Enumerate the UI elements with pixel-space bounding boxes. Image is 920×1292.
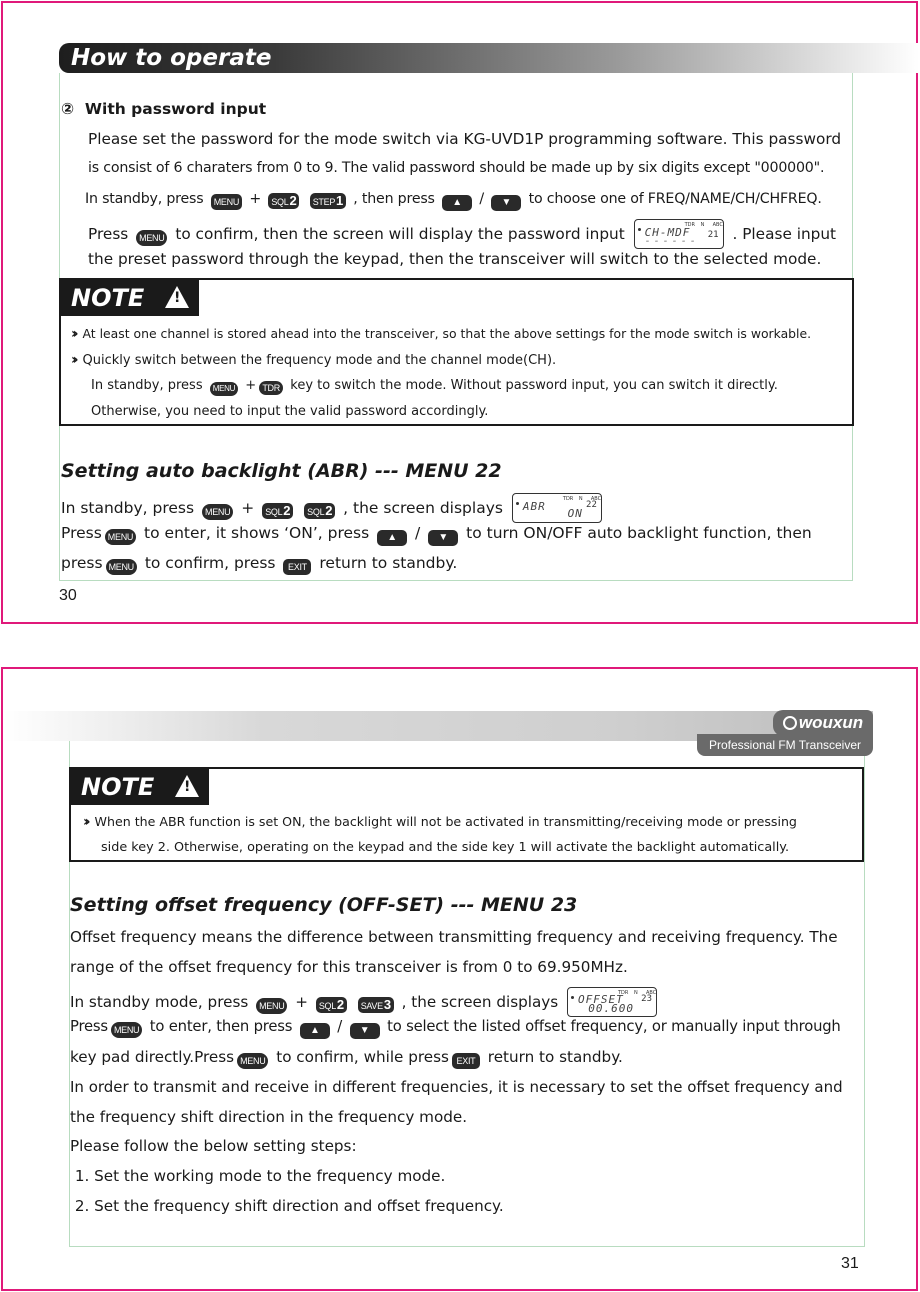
text-fragment: key to switch the mode. Without password input, you can switch it directly.	[290, 378, 778, 393]
up-arrow-key-icon: ▲	[377, 530, 407, 546]
abr-line-3	[61, 553, 457, 575]
brand-logo	[773, 710, 873, 736]
text-fragment: , the screen displays	[343, 499, 503, 517]
text-fragment: Press	[88, 225, 129, 243]
lcd-dashes: ------	[644, 236, 699, 247]
note-label	[71, 769, 209, 805]
note-label-text: NOTE	[71, 284, 145, 312]
note-line-2	[71, 351, 556, 370]
offset-press-line	[70, 1017, 841, 1039]
menu-key-icon: MENU	[136, 230, 167, 246]
note-label-text: NOTE	[81, 773, 155, 801]
key-label: SAVE	[360, 1001, 383, 1011]
password-line-3	[85, 189, 822, 211]
text-fragment: When the ABR function is set ON, the backlight will not be activated in transmitting/receiving mode or pressing	[94, 814, 797, 829]
sql-2-key-icon	[316, 997, 347, 1013]
lcd-dot	[638, 228, 641, 231]
chevron-bullet-icon: ››	[71, 326, 75, 342]
plus-sign: +	[249, 191, 262, 207]
lcd-tag: TDR	[618, 990, 629, 996]
chevron-bullet-icon: ››	[71, 352, 75, 368]
step-1-key-icon	[310, 193, 346, 209]
lcd-dot	[516, 502, 519, 505]
warning-icon	[165, 286, 189, 308]
exit-key-icon: EXIT	[283, 559, 311, 575]
text-fragment: to confirm, while press	[276, 1048, 449, 1066]
brand-badge	[697, 710, 873, 756]
page-number: 30	[59, 587, 77, 604]
text-fragment: to choose one of FREQ/NAME/CH/CHFREQ.	[528, 191, 822, 207]
lcd-menu-number: 21	[707, 230, 719, 240]
text-fragment: Quickly switch between the frequency mode and the channel mode(CH).	[82, 353, 557, 368]
lcd-tag: ABC	[712, 222, 723, 228]
lcd-offset-display	[567, 987, 657, 1017]
sql-2-key-icon	[268, 193, 299, 209]
note-line-1	[71, 325, 811, 343]
sql-2-key-icon	[304, 503, 335, 519]
password-para-line-1: Please set the password for the mode switch via KG-UVD1P programming software. This password	[88, 130, 842, 148]
down-arrow-key-icon: ▼	[428, 530, 458, 546]
brand-tagline: Professional FM Transceiver	[697, 734, 873, 756]
plus-sign: +	[245, 378, 257, 393]
offset-line-1: Offset frequency means the difference between transmitting frequency and receiving frequency. The	[70, 928, 838, 946]
lcd-main-text: ABR	[522, 500, 546, 513]
tdr-key-icon: TDR	[259, 381, 283, 395]
text-fragment: In standby, press	[91, 378, 203, 393]
plus-sign: +	[295, 993, 308, 1011]
text-fragment: return to standby.	[487, 1048, 623, 1066]
menu-key-icon: MENU	[105, 529, 136, 545]
abr-line-2	[61, 523, 812, 546]
transmit-line-2: the frequency shift direction in the frequency mode.	[70, 1108, 468, 1126]
section-title	[61, 99, 266, 119]
text-fragment: to confirm, press	[144, 554, 276, 572]
abr-line-1	[61, 493, 606, 523]
menu-key-icon: MENU	[106, 559, 137, 575]
text-fragment: . Please input	[732, 225, 837, 243]
lcd-main-text: CH-MDF	[644, 226, 691, 239]
text-fragment: In standby, press	[85, 191, 204, 207]
transmit-line-3: Please follow the below setting steps:	[70, 1137, 357, 1155]
section-marker: ②	[61, 100, 75, 118]
lcd-tag: ABC	[590, 496, 602, 502]
note-box	[59, 278, 854, 426]
key-digit: 2	[283, 503, 291, 518]
text-fragment: In standby, press	[61, 499, 195, 517]
menu-key-icon: MENU	[210, 382, 238, 396]
text-fragment: , the screen displays	[401, 993, 559, 1011]
lcd-menu-number: 23	[641, 994, 652, 1004]
key-digit: 1	[336, 193, 343, 208]
menu-key-icon: MENU	[202, 504, 233, 520]
password-line-5: the preset password through the keypad, then the transceiver will switch to the selected mode.	[88, 250, 822, 268]
lcd-tag: ABC	[646, 990, 657, 996]
key-label: STEP	[312, 197, 336, 207]
sql-2-key-icon	[262, 503, 293, 519]
lcd-tag: N	[634, 990, 638, 996]
key-digit: 2	[325, 503, 333, 518]
text-fragment: press	[61, 554, 103, 572]
key-digit: 3	[383, 997, 391, 1012]
lcd-menu-number: 22	[586, 500, 597, 510]
menu-key-icon: MENU	[211, 194, 242, 210]
slash: /	[415, 524, 421, 542]
key-label: SQL	[307, 507, 325, 517]
abr-heading: Setting auto backlight (ABR) --- MENU 22	[61, 460, 502, 482]
text-fragment: Press	[61, 524, 102, 542]
brand-name: wouxun	[798, 713, 864, 732]
lcd-tag: N	[578, 496, 583, 502]
offset-keypad-line	[70, 1047, 623, 1069]
lcd-abr-display	[512, 493, 602, 523]
step-1: 1. Set the working mode to the frequency mode.	[70, 1167, 446, 1185]
section-title-text: With password input	[84, 100, 267, 118]
lcd-tag: N	[700, 222, 705, 228]
warning-icon	[175, 775, 199, 797]
exit-key-icon: EXIT	[452, 1053, 480, 1069]
save-3-key-icon	[358, 997, 394, 1013]
text-fragment: to enter, then press	[149, 1018, 293, 1035]
down-arrow-key-icon: ▼	[350, 1023, 380, 1039]
chevron-bullet-icon: ››	[83, 814, 87, 830]
lcd-sub-text: 00.600	[588, 1002, 634, 1015]
lcd-dot	[571, 996, 574, 999]
plus-sign: +	[241, 499, 255, 517]
text-fragment: key pad directly.Press	[70, 1048, 235, 1066]
key-digit: 2	[336, 997, 344, 1012]
offset-heading: Setting offset frequency (OFF-SET) --- MENU 23	[70, 894, 578, 916]
offset-line-2: range of the offset frequency for this transceiver is from 0 to 69.950MHz.	[70, 958, 628, 976]
offset-mode-line	[70, 987, 661, 1017]
text-fragment: , then press	[353, 191, 435, 207]
brand-logo-icon	[783, 716, 797, 730]
text-fragment: Press	[70, 1018, 108, 1035]
page-number: 31	[841, 1255, 859, 1272]
step-2: 2. Set the frequency shift direction and offset frequency.	[70, 1197, 504, 1215]
down-arrow-key-icon: ▼	[491, 195, 521, 211]
key-label: SQL	[318, 1001, 336, 1011]
text-fragment: to confirm, then the screen will display the password input	[175, 225, 625, 243]
password-line-4	[88, 219, 836, 249]
transmit-line-1: In order to transmit and receive in different frequencies, it is necessary to set the offset frequency and	[70, 1078, 843, 1096]
lcd-password-display	[634, 219, 724, 249]
manual-page-30	[1, 1, 918, 624]
lcd-tag: TDR	[684, 222, 695, 228]
lcd-sub-text: ON	[567, 507, 583, 520]
banner-title: How to operate	[71, 45, 272, 71]
text-fragment: to turn ON/OFF auto backlight function, then	[466, 524, 812, 542]
lcd-tag: TDR	[562, 496, 574, 502]
up-arrow-key-icon: ▲	[442, 195, 472, 211]
section-banner	[59, 43, 919, 73]
up-arrow-key-icon: ▲	[300, 1023, 330, 1039]
text-fragment: to select the listed offset frequency, or manually input through	[387, 1018, 841, 1035]
menu-key-icon: MENU	[256, 998, 287, 1014]
slash: /	[479, 191, 484, 207]
key-label: SQL	[265, 507, 283, 517]
key-digit: 2	[289, 193, 297, 208]
password-para-line-2: is consist of 6 charaters from 0 to 9. The valid password should be made up by six digits except "000000".	[88, 160, 825, 176]
text-fragment: At least one channel is stored ahead into the transceiver, so that the above settings for the mode switch is workable.	[82, 326, 812, 341]
slash: /	[337, 1018, 343, 1035]
key-label: SQL	[271, 197, 289, 207]
note-line-2: side key 2. Otherwise, operating on the keypad and the side key 1 will activate the backlight automatically.	[101, 840, 790, 855]
note-label	[61, 280, 199, 316]
note-line-3	[91, 377, 778, 396]
text-fragment: In standby mode, press	[70, 993, 249, 1011]
note-line-1	[83, 813, 797, 831]
menu-key-icon: MENU	[111, 1022, 142, 1038]
text-fragment: to enter, it shows ‘ON’, press	[144, 524, 370, 542]
text-fragment: return to standby.	[319, 554, 458, 572]
menu-key-icon: MENU	[237, 1053, 268, 1069]
note-box	[69, 767, 864, 862]
note-line-4: Otherwise, you need to input the valid password accordingly.	[91, 404, 489, 419]
lcd-main-text: OFFSET	[578, 993, 624, 1006]
manual-page-31	[1, 667, 918, 1291]
